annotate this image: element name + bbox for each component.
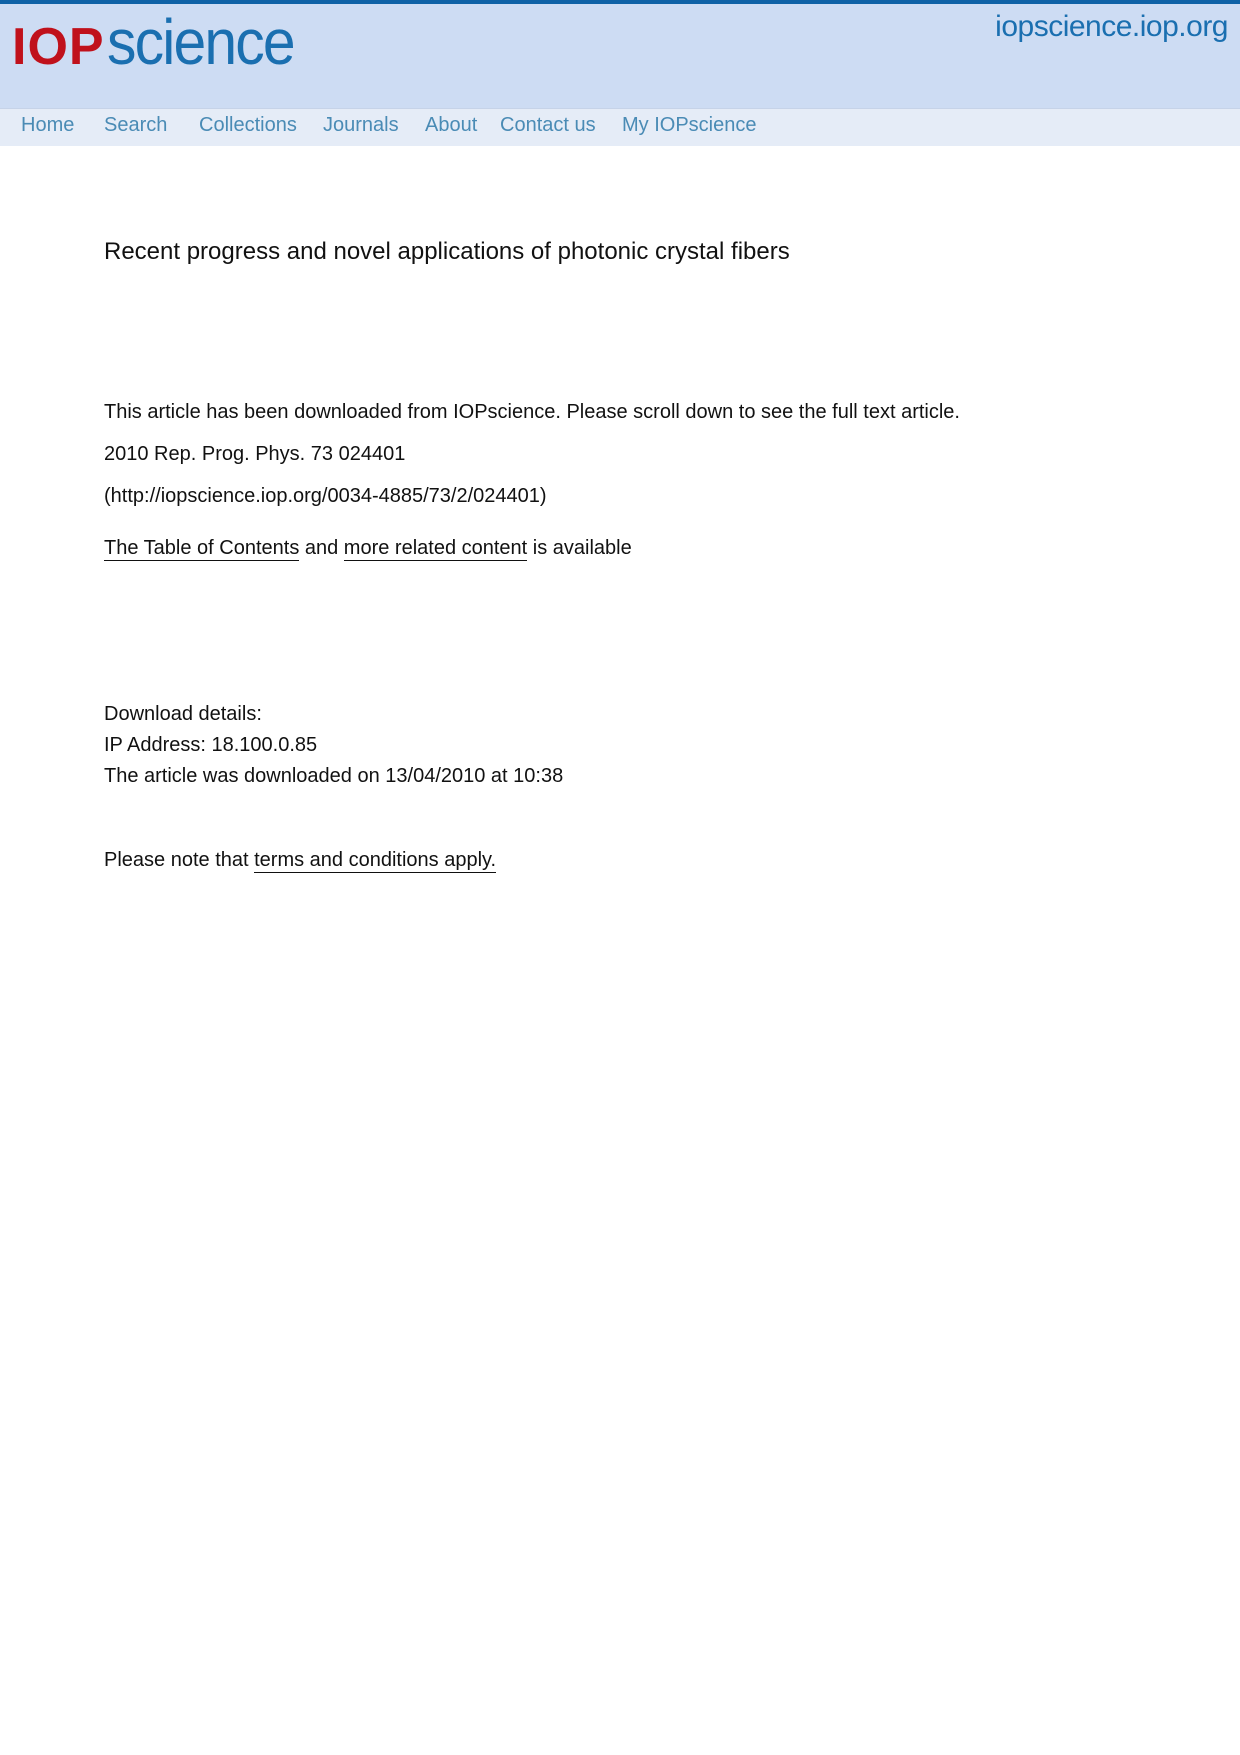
nav-home[interactable]: Home bbox=[21, 114, 75, 136]
iopscience-logo[interactable] bbox=[12, 8, 310, 76]
terms-line bbox=[104, 849, 496, 872]
and-text: and bbox=[299, 537, 344, 559]
nav-my-iopscience[interactable]: My IOPscience bbox=[622, 114, 757, 136]
terms-prefix: Please note that bbox=[104, 849, 255, 871]
nav-contact-us[interactable]: Contact us bbox=[500, 114, 596, 136]
site-url[interactable]: iopscience.iop.org bbox=[995, 10, 1228, 43]
download-details-heading: Download details: bbox=[104, 703, 262, 725]
main-nav bbox=[0, 108, 1240, 146]
logo-iop-text: IOP bbox=[12, 18, 105, 76]
download-timestamp: The article was downloaded on 13/04/2010 at 10:38 bbox=[104, 765, 564, 787]
terms-and-conditions-link[interactable]: terms and conditions apply. bbox=[254, 849, 497, 871]
nav-collections[interactable]: Collections bbox=[199, 114, 297, 136]
available-text: is available bbox=[527, 537, 632, 559]
related-content-link[interactable]: more related content bbox=[343, 537, 528, 559]
nav-search[interactable]: Search bbox=[104, 114, 168, 136]
site-header bbox=[0, 0, 1240, 108]
download-notice: This article has been downloaded from IOPscience. Please scroll down to see the full text article. bbox=[104, 401, 960, 423]
ip-address: IP Address: 18.100.0.85 bbox=[104, 734, 318, 756]
related-links-line bbox=[104, 537, 632, 560]
article-title: Recent progress and novel applications of photonic crystal fibers bbox=[104, 238, 790, 265]
article-url: (http://iopscience.iop.org/0034-4885/73/2/024401) bbox=[104, 485, 547, 507]
nav-journals[interactable]: Journals bbox=[323, 114, 399, 136]
citation: 2010 Rep. Prog. Phys. 73 024401 bbox=[104, 443, 406, 465]
nav-about[interactable]: About bbox=[425, 114, 478, 136]
table-of-contents-link[interactable]: The Table of Contents bbox=[104, 537, 300, 559]
logo-science-text: science bbox=[106, 6, 294, 78]
